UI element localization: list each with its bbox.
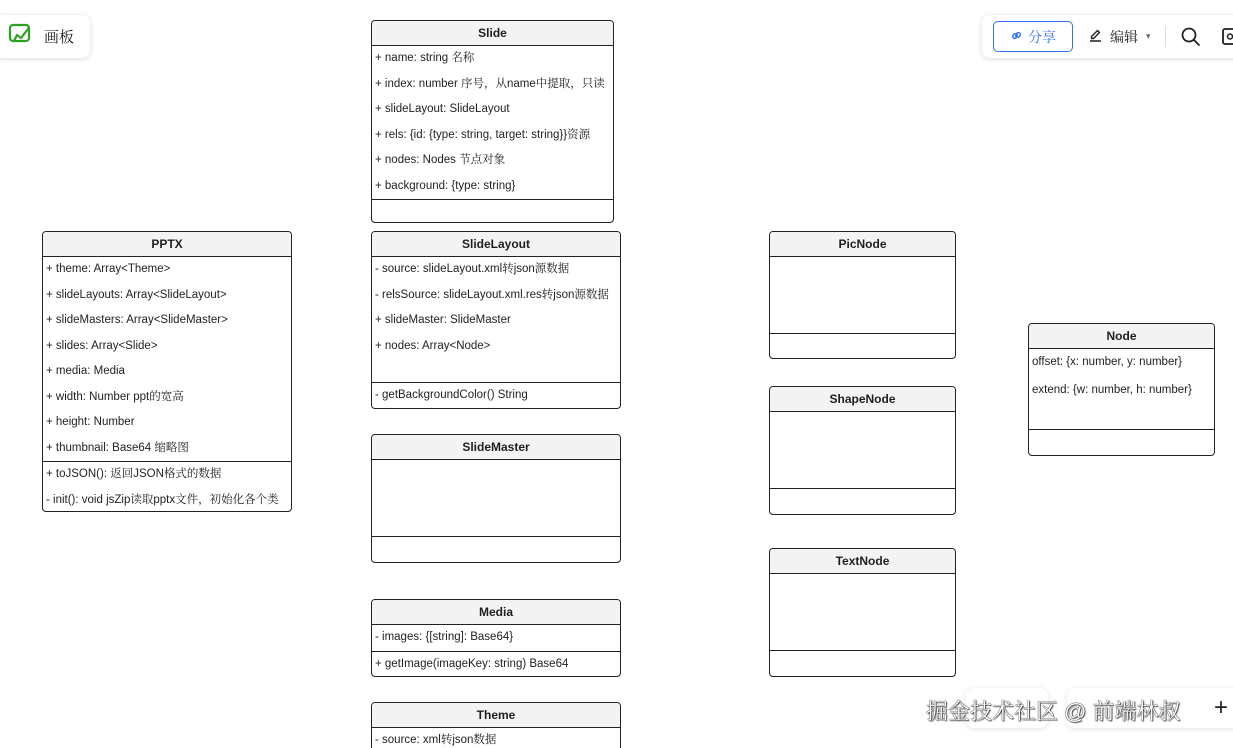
class-pptx[interactable] (42, 231, 292, 512)
board-title-chip[interactable] (0, 15, 90, 58)
class-pptx-methods (43, 462, 291, 512)
class-shape-node[interactable] (769, 386, 956, 515)
attribute-row: - source: xml转json数据 (375, 734, 497, 746)
class-media-attributes (372, 625, 620, 652)
attribute-row: + height: Number (46, 416, 135, 428)
attribute-row: + index: number 序号，从name中提取，只读 (375, 77, 605, 90)
method-row: + getImage(imageKey: string) Base64 (375, 657, 569, 670)
window-icon (1221, 33, 1233, 50)
plus-icon[interactable]: + (1214, 694, 1229, 721)
attribute-row: + slideLayout: SlideLayout (375, 103, 510, 115)
attribute-row: - images: {[string]: Base64} (375, 631, 514, 643)
attribute-row: + nodes: Nodes 节点对象 (375, 154, 506, 166)
class-theme[interactable] (371, 702, 621, 748)
more-options-button[interactable] (1221, 27, 1233, 51)
attribute-row: - relsSource: slideLayout.xml.res转json源数据 (375, 288, 609, 301)
class-slide-layout[interactable] (371, 231, 621, 409)
edit-label: 编辑 (1110, 28, 1138, 45)
chevron-down-icon: ▾ (1146, 31, 1151, 41)
attribute-row: + slides: Array<Slide> (46, 339, 158, 352)
class-pic-node[interactable] (769, 231, 956, 359)
class-shape-node-name: ShapeNode (770, 387, 955, 412)
class-slide-name: Slide (372, 21, 613, 46)
class-text-node-name: TextNode (770, 549, 955, 574)
attribute-row: + media: Media (46, 365, 125, 377)
class-node-attributes (1029, 349, 1214, 430)
class-slide-layout-methods (372, 383, 620, 409)
class-node-name: Node (1029, 324, 1214, 349)
attribute-row: + slideMasters: Array<SlideMaster> (46, 314, 228, 326)
class-slide-methods (372, 200, 613, 223)
class-shape-node-attributes (770, 412, 955, 489)
class-pptx-name: PPTX (43, 232, 291, 257)
class-pic-node-name: PicNode (770, 232, 955, 257)
class-slide-master-name: SlideMaster (372, 435, 620, 460)
share-label: 分享 (1028, 28, 1056, 45)
search-button[interactable] (1180, 26, 1201, 52)
attribute-row: - source: slideLayout.xml转json源数据 (375, 263, 570, 275)
attribute-row: + rels: {id: {type: string, target: string}}资源 (375, 128, 591, 141)
top-toolbar (982, 15, 1233, 58)
class-pic-node-attributes (770, 257, 955, 334)
watermark: 掘金技术社区 @ 前端林叔 (926, 699, 1181, 724)
class-media-name: Media (372, 600, 620, 625)
class-node[interactable] (1028, 323, 1215, 456)
attribute-row: offset: {x: number, y: number} (1032, 356, 1183, 368)
class-text-node[interactable] (769, 548, 956, 677)
class-pptx-attributes (43, 257, 291, 462)
attribute-row: + thumbnail: Base64 缩略图 (46, 441, 189, 454)
class-slide-layout-name: SlideLayout (372, 232, 620, 257)
method-row: - init(): void jsZip读取pptx文件，初始化各个类 (46, 493, 279, 506)
class-slide-master[interactable] (371, 434, 621, 563)
edit-mode-dropdown[interactable] (1088, 21, 1151, 52)
class-media-methods (372, 652, 620, 678)
attribute-row: + name: string 名称 (375, 52, 475, 64)
attribute-row: + slideMaster: SlideMaster (375, 314, 511, 326)
method-row: + toJSON(): 返回JSON格式的数据 (46, 468, 222, 480)
share-button[interactable] (993, 21, 1073, 52)
attribute-row: + theme: Array<Theme> (46, 263, 171, 275)
attribute-row: + nodes: Array<Node> (375, 339, 491, 352)
whiteboard-icon (8, 23, 32, 50)
attribute-row: extend: {w: number, h: number} (1032, 383, 1192, 396)
method-row: - getBackgroundColor() String (375, 389, 528, 401)
class-slide-attributes (372, 46, 613, 200)
class-slide[interactable] (371, 20, 614, 223)
class-slide-master-attributes (372, 460, 620, 537)
search-icon (1180, 34, 1201, 51)
class-slide-layout-attributes (372, 257, 620, 383)
class-text-node-attributes (770, 574, 955, 651)
pencil-icon (1088, 28, 1103, 46)
attribute-row: + slideLayouts: Array<SlideLayout> (46, 288, 227, 301)
class-theme-name: Theme (372, 703, 620, 728)
attribute-row: + background: {type: string} (375, 179, 516, 192)
toolbar-divider (1165, 26, 1166, 47)
class-theme-attributes (372, 728, 620, 748)
attribute-row: + width: Number ppt的宽高 (46, 390, 184, 403)
board-label: 画板 (44, 29, 75, 46)
class-media[interactable] (371, 599, 621, 677)
link-icon (1010, 29, 1023, 45)
